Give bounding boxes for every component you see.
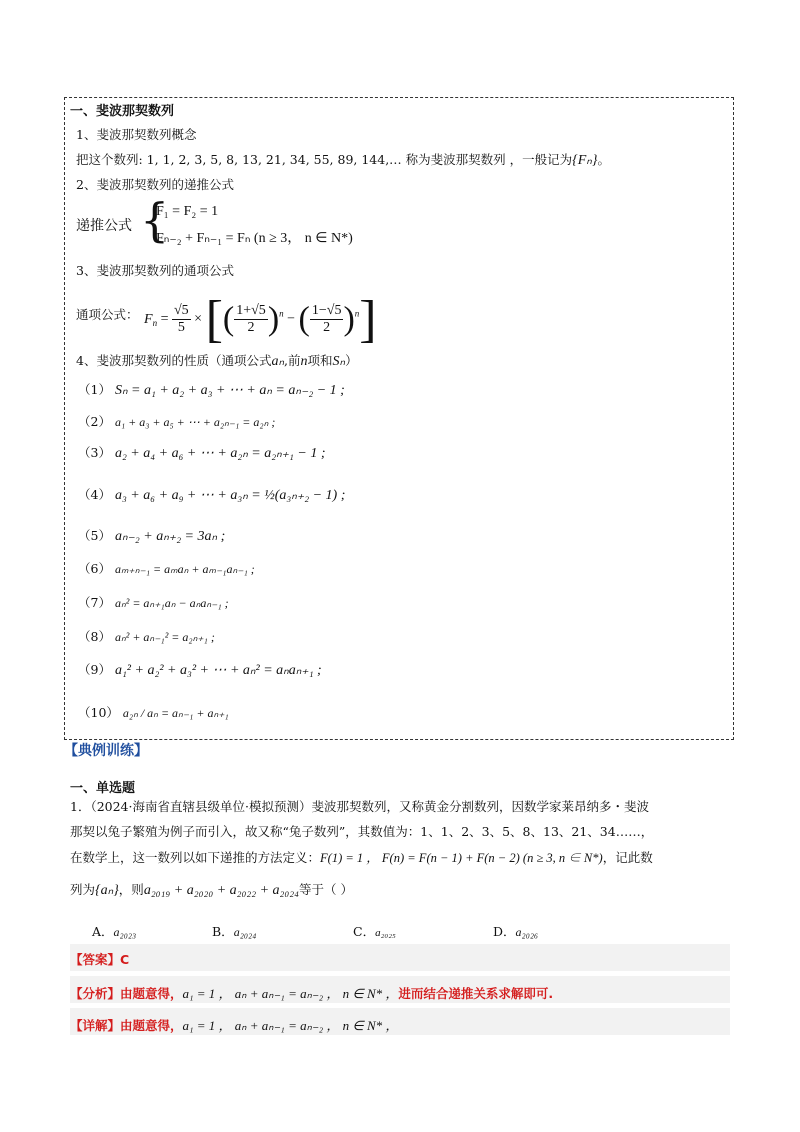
recurrence-definition: F(1) = 1 ， F(n) = F(n − 1) + F(n − 2) (n ≥ 3, n ∈ N*) (320, 851, 603, 865)
analysis-formula: a₁ = 1 ， aₙ + aₙ₋₁ = aₙ₋₂ ， n ∈ N* ， (182, 986, 399, 1001)
property-3: （3） a₂ + a₄ + a₆ + ⋯ + a₂ₙ = a₂ₙ₊₁ − 1 ; (78, 445, 326, 461)
recur-line-2: Fₙ₋₂ + Fₙ₋₁ = Fₙ (n ≥ 3， n ∈ N*) (156, 231, 353, 246)
recur-label: 递推公式 (76, 218, 132, 234)
detail-formula: a₁ = 1 ， aₙ + aₙ₋₁ = aₙ₋₂ ， n ∈ N* ， (182, 1018, 399, 1033)
general-formula: $F_n$ = $\frac{√5}{5}$ × [( $\frac{1+√5}{2}$ )$^n$ − ( $\frac{1-√5}{2}$ )$^n$] (144, 291, 377, 348)
question-line-3: 在数学上，这一数列以如下递推的方法定义：F(1) = 1 ， F(n) = F(n − 1) + F(n − 2) (n ≥ 3, n ∈ N*)，记此数 (70, 850, 653, 865)
props-heading: 4、斐波那契数列的性质（通项公式aₙ,前n项和Sₙ） (76, 353, 358, 369)
question-line-2: 那契以兔子繁殖为例子而引入，故又称“兔子数列”，其数值为：1、1、2、3、5、8、13、21、34……， (70, 824, 654, 839)
general-label: 通项公式： (76, 307, 139, 322)
property-5: （5） aₙ₋₂ + aₙ₊₂ = 3aₙ ; (78, 528, 226, 544)
option-d[interactable]: D．a₂₀₂₆ (493, 924, 539, 939)
answer-band (70, 944, 730, 971)
analysis-line: 【分析】由题意得，a₁ = 1 ， aₙ + aₙ₋₁ = aₙ₋₂ ， n ∈ N* ，进而结合递推关系求解即可. (70, 986, 554, 1001)
option-c[interactable]: C．a₂₀₂₅ (353, 924, 396, 939)
property-8: （8） aₙ² + aₙ₋₁² = a₂ₙ₊₁ ; (78, 629, 215, 644)
property-4: （4） a₃ + a₆ + a₉ + ⋯ + a₃ₙ = ½(a₃ₙ₊₂ − 1) ; (78, 487, 346, 503)
property-10: （10） a₂ₙ / aₙ = aₙ₋₁ + aₙ₊₁ (78, 705, 229, 720)
recur-brace: { (140, 193, 170, 247)
general-heading: 3、斐波那契数列的通项公式 (76, 263, 234, 278)
recur-heading: 2、斐波那契数列的递推公式 (76, 177, 234, 192)
concept-text-end: 。 (597, 152, 610, 167)
property-9: （9） a₁² + a₂² + a₃² + ⋯ + aₙ² = aₙaₙ₊₁ ; (78, 662, 322, 678)
property-6: （6） aₘ₊ₙ₋₁ = aₘaₙ + aₘ₋₁aₙ₋₁ ; (78, 561, 255, 576)
question-line-4: 列为{aₙ}，则a₂₀₁₉ + a₂₀₂₀ + a₂₀₂₂ + a₂₀₂₄等于（ ） (70, 882, 354, 898)
property-2: （2） a₁ + a₃ + a₅ + ⋯ + a₂ₙ₋₁ = a₂ₙ ; (78, 414, 276, 429)
answer-label: 【答案】C (70, 952, 130, 967)
recur-line-1: F₁ = F₂ = 1 (156, 204, 219, 219)
option-b[interactable]: B．a₂₀₂₄ (212, 924, 257, 939)
option-a[interactable]: A．a₂₀₂₃ (92, 924, 137, 939)
concept-heading: 1、斐波那契数列概念 (76, 127, 197, 142)
question-line-1: 1．（2024·海南省直辖县级单位·模拟预测）斐波那契数列，又称黄金分割数列，因数学家莱昂纳多・斐波 (70, 799, 649, 814)
property-7: （7） aₙ² = aₙ₊₁aₙ − aₙaₙ₋₁ ; (78, 595, 229, 610)
sum-expression: a₂₀₁₉ + a₂₀₂₀ + a₂₀₂₂ + a₂₀₂₄ (143, 883, 300, 898)
single-choice-heading: 一、单选题 (70, 781, 136, 796)
property-1: （1） Sₙ = a₁ + a₂ + a₃ + ⋯ + aₙ = aₙ₋₂ − 1 ; (78, 382, 345, 398)
detail-line: 【详解】由题意得，a₁ = 1 ， aₙ + aₙ₋₁ = aₙ₋₂ ， n ∈ N* ， (70, 1018, 399, 1033)
section-title: 一、斐波那契数列 (70, 104, 175, 119)
concept-text-main: 把这个数列: 1, 1, 2, 3, 5, 8, 13, 21, 34, 55, 89, 144,… 称为斐波那契数列 ，一般记为 (76, 152, 573, 167)
concept-text (76, 150, 610, 169)
concept-notation: {Fₙ} (572, 153, 598, 168)
practice-heading: 【典例训练】 (64, 743, 148, 759)
